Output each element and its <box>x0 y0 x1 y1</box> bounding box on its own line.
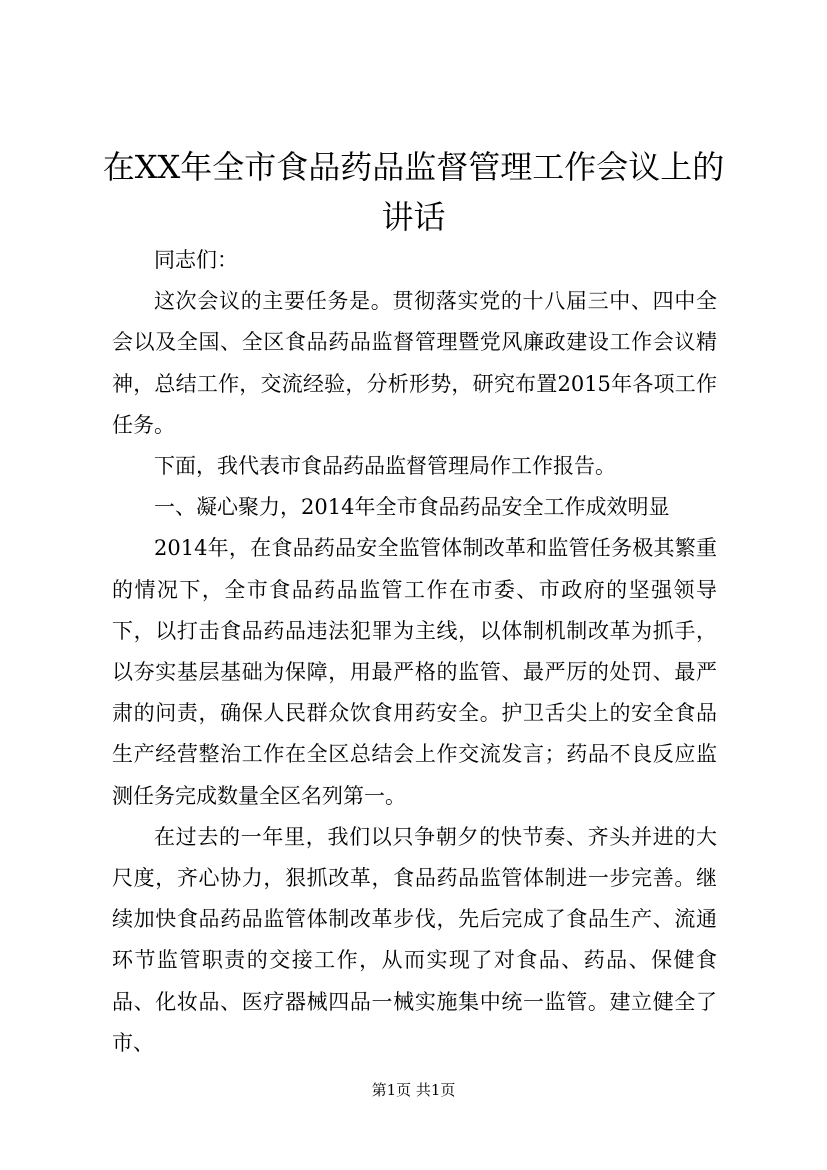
document-title <box>100 142 727 242</box>
body-paragraph: 下面，我代表市食品药品监督管理局作工作报告。 <box>154 454 616 479</box>
body-paragraph: 在过去的一年里，我们以只争朝夕的快节奏、齐头并进的大尺度，齐心协力，狠抓改革，食品药品监管体制进一步完善。继续加快食品药品监管体制改革步伐，先后完成了食品生产、流通环节监管职责的交接工作，从而实现了对食品、药品、保健食品、化妆品、医疗器械四品一械实施集中统一监管。建立健全了市、 <box>112 824 717 1055</box>
title-line-2: 讲话 <box>381 198 446 236</box>
body-paragraph: 这次会议的主要任务是。贯彻落实党的十八届三中、四中全会以及全国、全区食品药品监督管理暨党风廉政建设工作会议精神，总结工作，交流经验，分析形势，研究布置2015年各项工作任务。 <box>112 289 717 437</box>
page-footer: 第1页 共1页 <box>371 1081 456 1099</box>
body-paragraph: 2014年，在食品药品安全监管体制改革和监管任务极其繁重的情况下，全市食品药品监管工作在市委、市政府的坚强领导下，以打击食品药品违法犯罪为主线，以体制机制改革为抓手，以夯实基层基础为保障，用最严格的监管、最严厉的处罚、最严肃的问责，确保人民群众饮食用药安全。护卫舌尖上的安全食品生产经营整治工作在全区总结会上作交流发言；药品不良反应监测任务完成数量全区名列第一。 <box>112 536 717 808</box>
salutation-paragraph: 同志们： <box>154 248 238 272</box>
title-line-1: 在XX年全市食品药品监督管理工作会议上的 <box>102 148 725 186</box>
section-heading: 一、凝心聚力，2014年全市食品药品安全工作成效明显 <box>154 495 670 520</box>
document-body <box>112 240 717 1064</box>
